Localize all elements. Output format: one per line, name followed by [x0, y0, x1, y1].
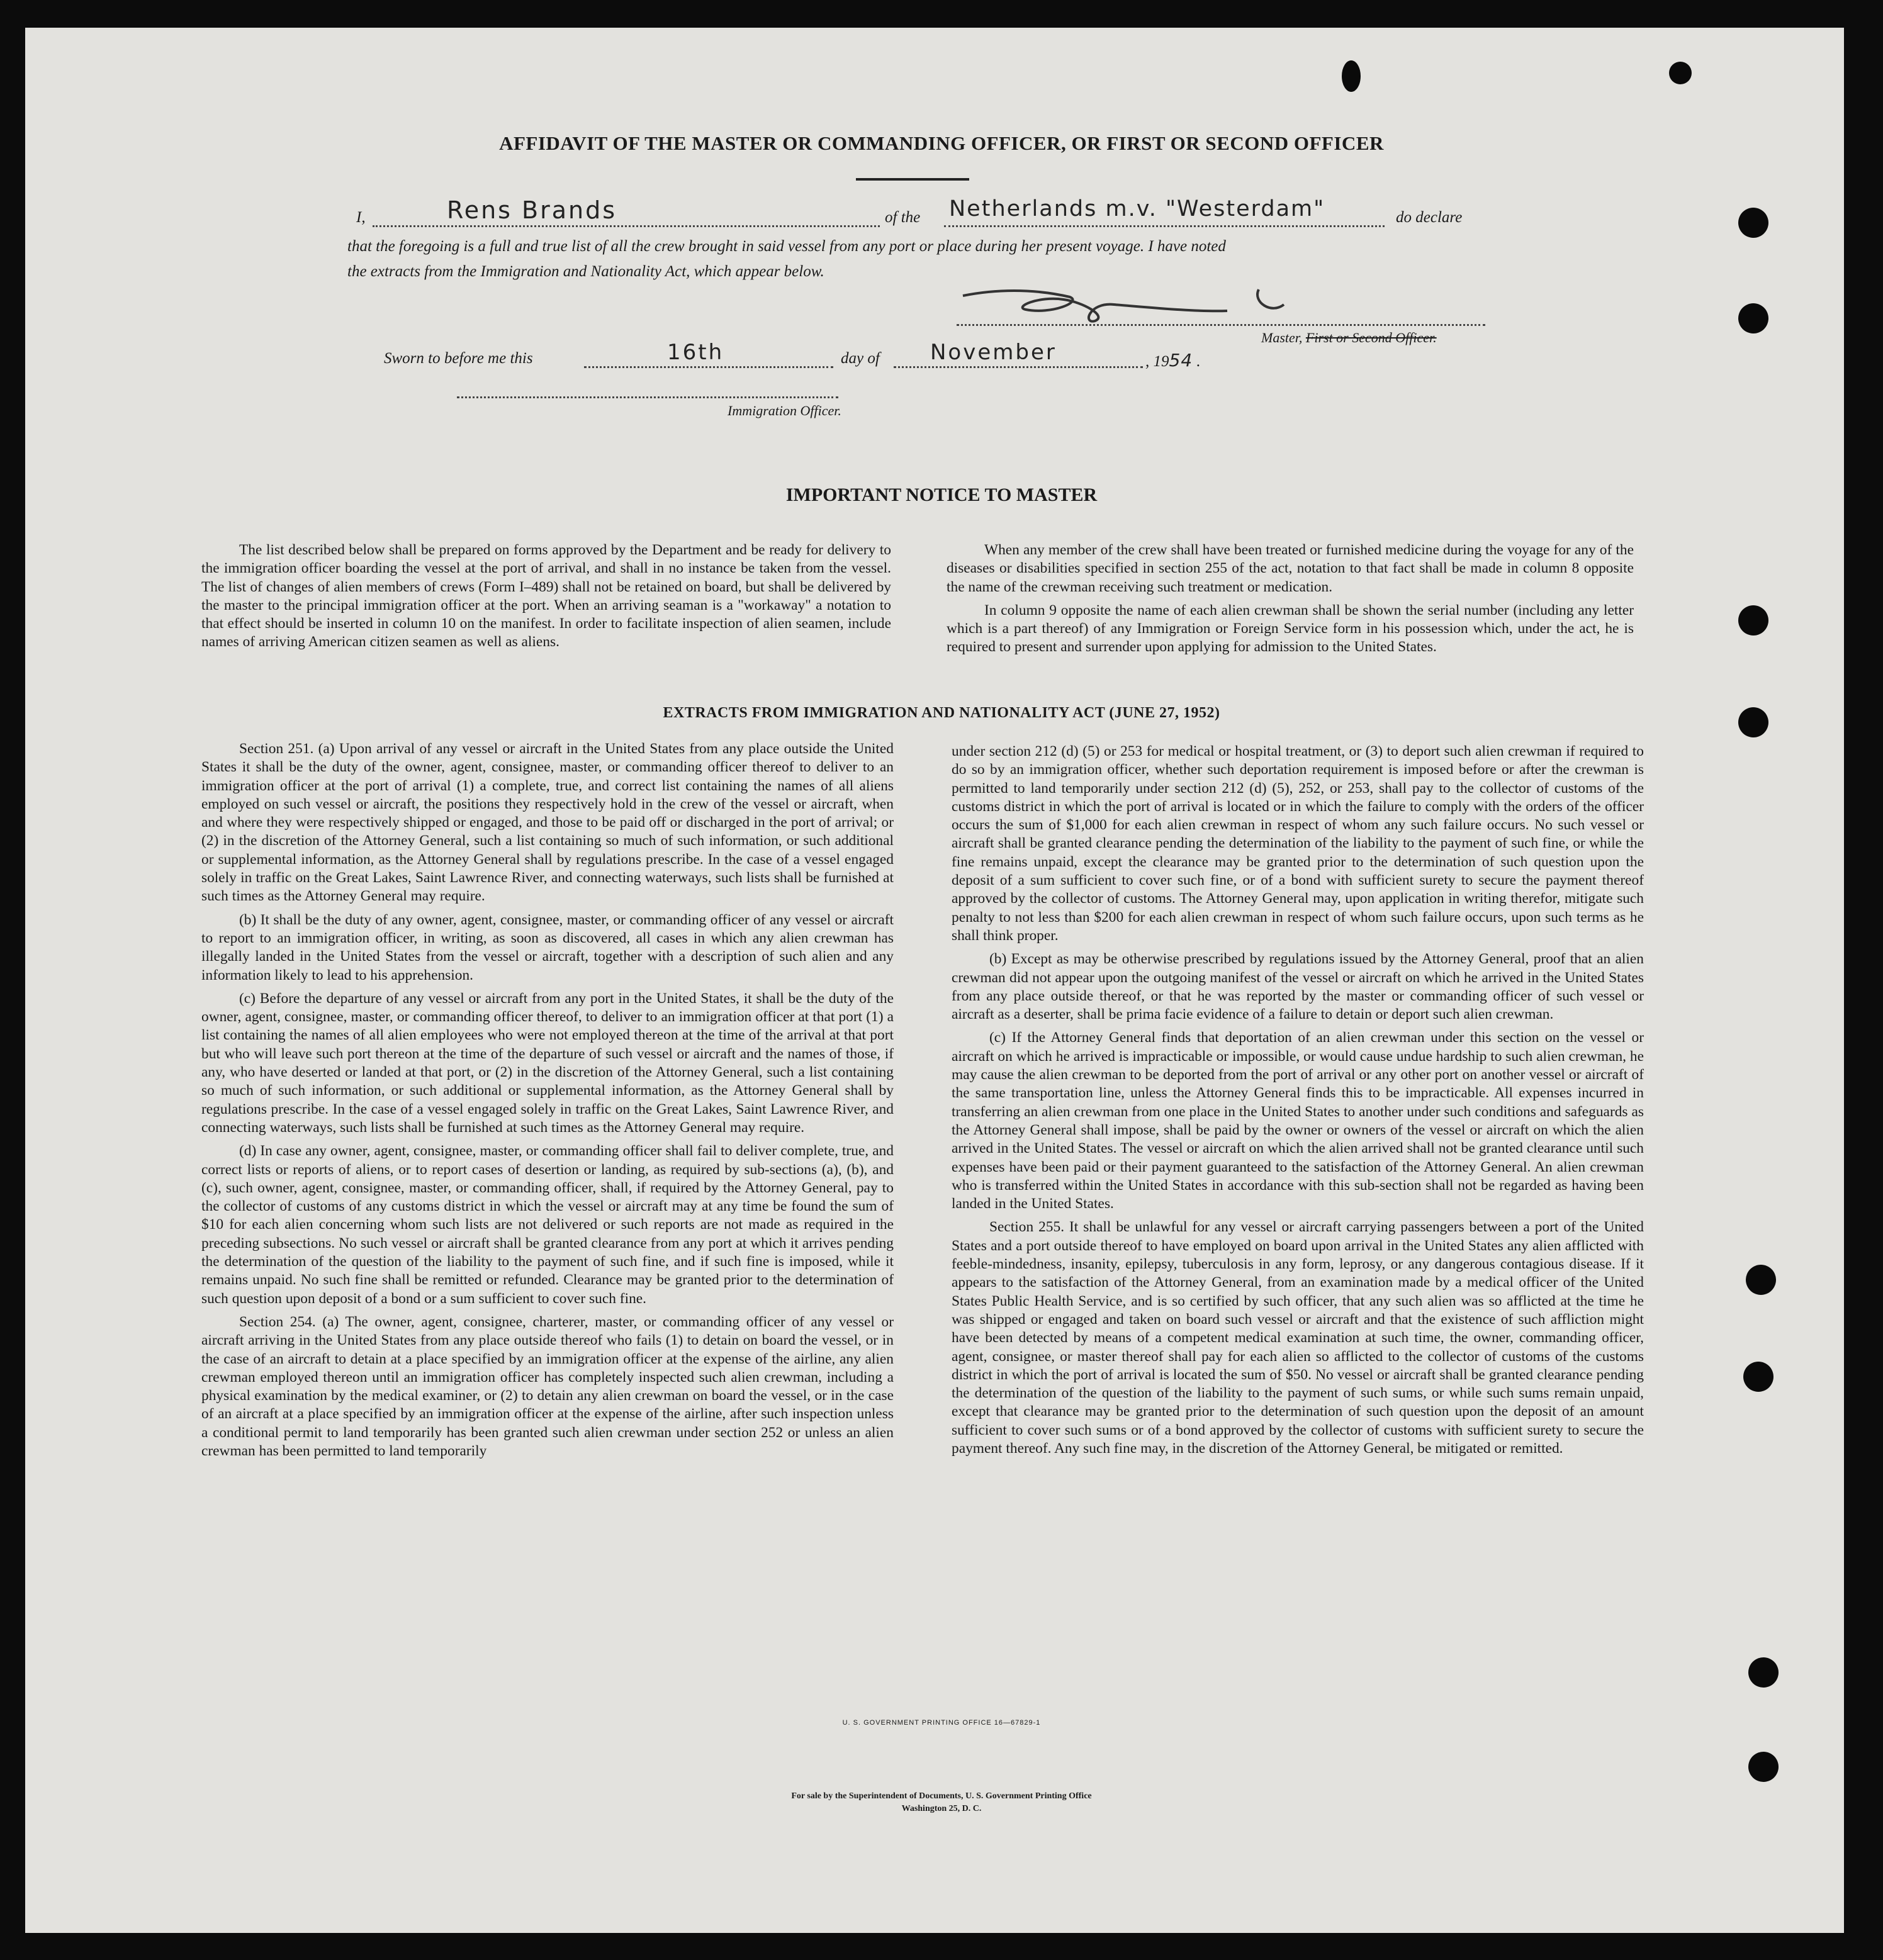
declaration-i: I,	[356, 209, 366, 226]
extracts-left-column	[201, 740, 894, 1460]
name-line	[373, 196, 880, 227]
struck-officer-text: First or Second Officer.	[1305, 330, 1437, 345]
sworn-day-handwritten: 16th	[667, 340, 724, 365]
punch-hole	[1738, 208, 1768, 238]
sworn-day-line	[584, 340, 833, 368]
notice-left-paragraph: The list described below shall be prepared on forms approved by the Department and be ready for delivery to the immigration officer boarding the vessel at the port of arrival, and shall in no instance be taken from the vessel. The list of changes of alien members of crews (Form I–489) shall not be retained on board, but shall be delivered by the master to the principal immigration officer at the port. When an arriving seaman is a "workaway" a notation to that effect should be inserted in column 10 on the manifest. In order to facilitate inspection of alien seamen, include names of arriving American citizen seamen as well as aliens.	[201, 542, 891, 651]
master-name-handwritten: Rens Brands	[447, 196, 617, 224]
punch-hole	[1746, 1265, 1776, 1295]
sworn-month-line	[894, 340, 1143, 368]
section-251-b: (b) It shall be the duty of any owner, agent, consignee, master, or commanding officer of any vessel or aircraft to report to an immigration officer, in writing, as soon as discovered, all cases in which any alien crewman has illegally landed in the United States from the vessel or aircraft, together with a description of such alien and any information likely to lead to his apprehension.	[201, 911, 894, 983]
sale-line-2: Washington 25, D. C.	[901, 1804, 982, 1813]
punch-hole	[1669, 62, 1692, 84]
declaration-do-declare: do declare	[1396, 209, 1463, 226]
sworn-year: , 1954 .	[1145, 350, 1201, 371]
vessel-name-handwritten: Netherlands m.v. "Westerdam"	[949, 196, 1325, 221]
sworn-month-handwritten: November	[930, 340, 1057, 365]
section-251-a: Section 251. (a) Upon arrival of any vessel or aircraft in the United States from any place outside the United States it shall be the duty of the owner, agent, consignee, master, or commanding officer thereof to deliver to an immigration officer at the port of arrival (1) a complete, true, and correct list containing the names of all aliens employed on such vessel or aircraft, the positions they respectively hold in the crew of the vessel or aircraft, when and where they were respectively shipped or engaged, and those to be paid off or discharged in the port of arrival; or (2) in the discretion of the Attorney General, such a list containing so much of such information, or such additional or supplemental information, as the Attorney General shall by regulations prescribe. In the case of a vessel engaged solely in traffic on the Great Lakes, Saint Lawrence River, and connecting waterways, such lists shall be furnished at such times as the Attorney General may require.	[201, 741, 894, 905]
sworn-prefix: Sworn to before me this	[384, 350, 533, 367]
signature-line	[957, 318, 1485, 326]
sworn-day-of: day of	[841, 350, 880, 367]
sale-line-1: For sale by the Superintendent of Documents, U. S. Government Printing Office	[791, 1791, 1092, 1801]
declaration-of-the: of the	[885, 209, 921, 226]
punch-hole	[1738, 605, 1768, 636]
master-label	[1261, 330, 1437, 346]
section-254-a-continued: under section 212 (d) (5) or 253 for medical or hospital treatment, or (3) to deport such alien crewman if required to do so by an immigration officer, whether such deportation requirement is imposed before or after the crewman is permitted to land temporarily under section 212 (d) (5), 252, or 253, shall pay to the collector of customs of the customs district in which the port of arrival is located or in which the failure to comply with the orders of the officer occurs the sum of $1,000 for each alien crewman in respect of whom any such failure occurs. No such vessel or aircraft shall be granted clearance pending the determination of the liability to the payment of such fine, or while the fine remains unpaid, except the clearance may be granted prior to the determination of such question upon the deposit of a sum sufficient to cover such fine, or of a bond with sufficient surety to secure the payment thereof approved by the collector of customs. The Attorney General may, upon application in writing therefor, mitigate such penalty to not less than $200 for each alien crewman in respect of whom such failure occurs, upon such terms as he shall think proper.	[952, 743, 1644, 944]
declaration-line-2: that the foregoing is a full and true list of all the crew brought in said vessel from any port or place during her present voyage. I have noted	[347, 238, 1226, 255]
section-254-a: Section 254. (a) The owner, agent, consignee, charterer, master, or commanding officer of any vessel or aircraft arriving in the United States from any place outside thereof who fails (1) to detain on board the vessel, or in the case of an aircraft to detain at a place specified by an immigration officer at the expense of the airline, any alien crewman employed thereon until an immigration officer has completely inspected such alien crewman, including a physical examination by the medical examiner, or (2) to detain any alien crewman on board the vessel, or in the case of an aircraft at a place specified by an immigration officer at the expense of the airline, after such inspection unless a conditional permit to land temporarily has been granted such alien crewman under section 252 or unless an alien crewman has been permitted to land temporarily	[201, 1313, 894, 1459]
gpo-line: U. S. GOVERNMENT PRINTING OFFICE 16—67829-1	[842, 1719, 1041, 1727]
notice-right-paragraph-2: In column 9 opposite the name of each alien crewman shall be shown the serial number (including any letter which is a part thereof) of any Immigration or Foreign Service form in his possession which, under the act, he is required to present and surrender upon applying for admission to the United States.	[947, 602, 1634, 656]
punch-hole	[1748, 1752, 1779, 1782]
sworn-year-prefix: 19	[1153, 353, 1169, 370]
extracts-title: EXTRACTS FROM IMMIGRATION AND NATIONALITY ACT (JUNE 27, 1952)	[663, 705, 1220, 721]
master-label-text: Master,	[1261, 330, 1303, 345]
sale-notice	[0, 1790, 1883, 1815]
section-254-b: (b) Except as may be otherwise prescribed by regulations issued by the Attorney General, proof that an alien crewman did not appear upon the outgoing manifest of the vessel or aircraft on which he arrived in the United States from any place outside thereof, or that he was reported by the master or commanding officer of such vessel or aircraft as a deserter, shall be prima facie evidence of a failure to detain or deport such alien crewman.	[952, 951, 1644, 1023]
section-251-d: (d) In case any owner, agent, consignee, master, or commanding officer shall fail to deliver complete, true, and correct lists or reports of aliens, or to report cases of desertion or landing, as required by sub-sections (a), (b), and (c), such owner, agent, consignee, master, or commanding officer, shall, if required by the Attorney General, pay to the collector of customs of any customs district in which the vessel or aircraft may at any time be found the sum of $10 for each alien concerning whom such lists are not delivered or such reports are not made as required in the preceding subsections. No such vessel or aircraft shall be granted clearance from any port at which it arrives pending the determination of the question of the liability to the payment of such fine, and if such fine is imposed, while it remains unpaid. No such fine shall be remitted or refunded. Clearance may be granted prior to the determination of such question upon deposit of a bond or a sum sufficient to cover such fine.	[201, 1143, 894, 1307]
section-254-c: (c) If the Attorney General finds that deportation of an alien crewman under this section on the vessel or aircraft on which he arrived is impracticable or impossible, or would cause undue hardship to such alien crewman, he may cause the alien crewman to be deported from the port of arrival or any other port on another vessel or aircraft of the same transportation line, unless the Attorney General finds this to be impracticable. All expenses incurred in transferring an alien crewman from one place in the United States to another under such conditions and safeguards as the Attorney General shall impose, shall be paid by the owner or owners of the vessel or aircraft on which the alien arrived in the United States. The vessel or aircraft on which the alien arrived shall not be granted clearance until such expenses have been paid or their payment guaranteed to the satisfaction of the Attorney General. An alien crewman who is transferred within the United States in accordance with this sub-section shall not be regarded as having been landed in the United States.	[952, 1029, 1644, 1212]
vessel-line	[944, 196, 1385, 227]
punch-hole	[1738, 303, 1768, 333]
title-divider	[856, 178, 969, 181]
immigration-officer-label: Immigration Officer.	[728, 403, 841, 418]
notice-right-column	[947, 541, 1634, 657]
notice-left-column	[201, 541, 891, 652]
extracts-right-column	[952, 742, 1644, 1458]
punch-hole	[1743, 1362, 1773, 1392]
affidavit-title: AFFIDAVIT OF THE MASTER OR COMMANDING OFFICER, OR FIRST OR SECOND OFFICER	[499, 132, 1384, 154]
sworn-year-handwritten: 54	[1169, 350, 1193, 371]
section-251-c: (c) Before the departure of any vessel or aircraft from any port in the United States, it shall be the duty of the owner, agent, consignee, master, or commanding officer thereof, to deliver to an immigration officer at that port (1) a list containing the names of all alien employees who were not employed thereon at the time of the arrival at that port but who will leave such port thereon at the time of the departure of such vessel or aircraft and the names of those, if any, who have deserted or landed at that port, or (2) in the discretion of the Attorney General, such a list containing so much of such information, or such additional or supplemental information, as the Attorney General shall by regulations prescribe. In the case of a vessel engaged solely in traffic on the Great Lakes, Saint Lawrence River, and connecting waterways, such lists shall be furnished at such times as the Attorney General may require.	[201, 990, 894, 1136]
notice-right-paragraph-1: When any member of the crew shall have been treated or furnished medicine during the voyage for any of the diseases or disabilities specified in section 255 of the act, notation to that fact shall be made in column 8 opposite the name of the crewman receiving such treatment or medication.	[947, 542, 1634, 595]
section-255: Section 255. It shall be unlawful for any vessel or aircraft carrying passengers between a port of the United States and a port outside thereof to have employed on board upon arrival in the United States any alien afflicted with feeble-mindedness, insanity, epilepsy, tuberculosis in any form, leprosy, or any dangerous contagious disease. If it appears to the satisfaction of the Attorney General, from an examination made by a medical officer of the United States Public Health Service, and is so certified by such officer, that any such alien was so afflicted at the time he was shipped or engaged and taken on board such vessel or aircraft and that the existence of such affliction might have been detected by means of a competent medical examination at such time, the owner, commanding officer, agent, consignee, or master thereof shall pay for each alien so afflicted to the collector of customs of the customs district in which the port of arrival is located the sum of $50. No vessel or aircraft shall be granted clearance pending the determination of the question of the liability to the payment of such sums, or while such sums remain unpaid, except that clearance may be granted prior to the determination of such question upon the deposit of an amount sufficient to cover such sums or of a bond approved by the collector of customs with sufficient surety to secure the payment thereof. Any such fine may, in the discretion of the Attorney General, be mitigated or remitted.	[952, 1219, 1644, 1457]
immigration-officer-line	[457, 391, 838, 398]
punch-hole	[1748, 1657, 1779, 1688]
notice-title: IMPORTANT NOTICE TO MASTER	[785, 484, 1098, 505]
declaration-line-3: the extracts from the Immigration and Nationality Act, which appear below.	[347, 263, 824, 280]
ink-blot	[1342, 60, 1361, 92]
